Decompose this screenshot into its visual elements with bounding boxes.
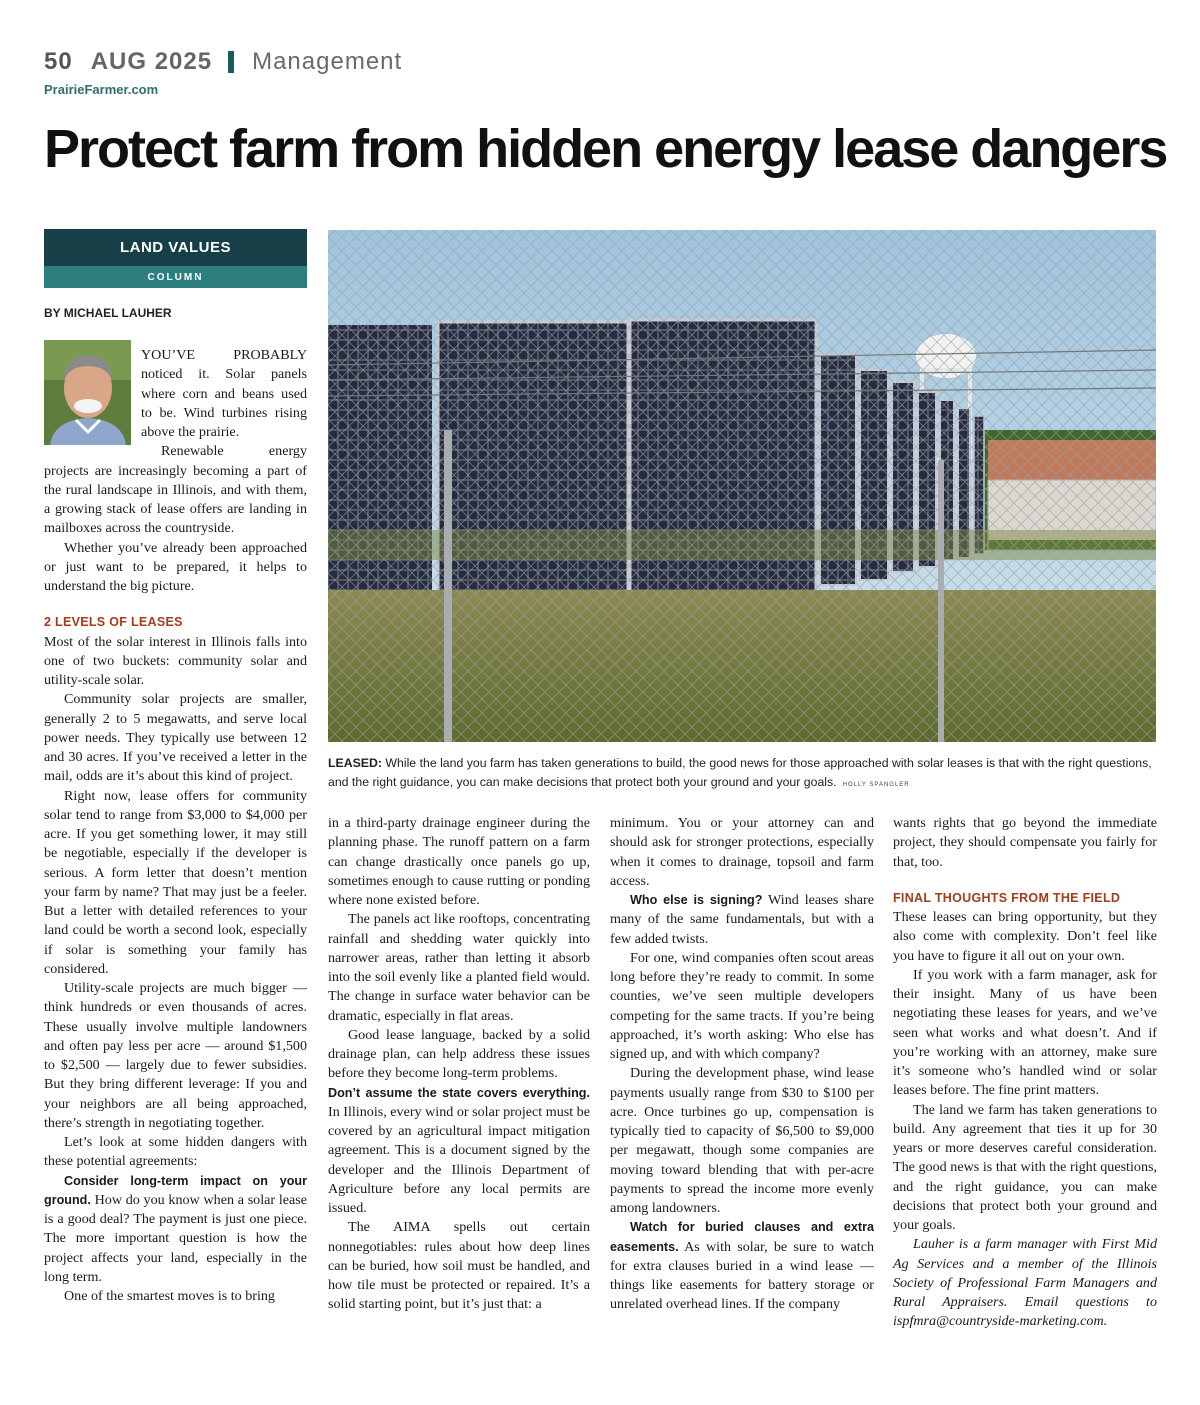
article-column-1 <box>44 346 307 1306</box>
hero-photo <box>328 230 1156 742</box>
section-name: Management <box>252 48 403 75</box>
issue-date: AUG 2025 <box>90 48 213 75</box>
article-column-4 <box>893 814 1157 1332</box>
article-paragraph: in a third-party drainage engineer during the planning phase. The runoff pattern on a farm can change drastically once panels go up, sometimes enough to cause rutting or ponding where none existed before. <box>328 815 590 908</box>
article-paragraph: Right now, lease offers for community solar tend to range from $3,000 to $4,000 per acre. If you get something lower, it may still be negotiable, especially if the developer is serious. A form letter that doesn’t mention your farm by name? That may just be a feeler. But a letter with detailed references to your land could be worth a second look, especially if solar is something your family has considered. <box>44 787 307 977</box>
article-paragraph: Most of the solar interest in Illinois falls into one of two buckets: community solar and utility-scale solar. <box>44 633 307 688</box>
column-label-box <box>44 229 307 288</box>
author-bio: Lauher is a farm manager with First Mid Ag Services and a member of the Illinois Society of Professional Farm Managers and Rural Appraisers. Email questions to ispfmra@countryside-marketing.com. <box>893 1236 1157 1330</box>
article-paragraph: The panels act like rooftops, concentrating rainfall and shedding water quickly into narrower areas, rather than letting it absorb into the soil evenly like a planted field would. The change in surface water behavior can be dramatic, especially in flat areas. <box>328 911 590 1024</box>
site-link[interactable]: PrairieFarmer.com <box>44 82 159 97</box>
run-in-head: Watch for buried clauses and extra easements. <box>610 1220 874 1254</box>
article-paragraph: Utility-scale projects are much bigger — think hundreds or even thousands of acres. These usually involve multiple landowners and often pay less per acre — around $1,500 to $2,500 — largely due to fewer subsidies. But they bring different leverage: If you and your neighbors are all being approached, there’s strength in negotiating together. <box>44 980 307 1131</box>
article-paragraph: Community solar projects are smaller, generally 2 to 5 megawatts, and serve local power needs. They typically use between 12 and 30 acres. If you’ve received a letter in the mail, odds are it’s about this kind of project. <box>44 691 307 785</box>
paragraph-text: In Illinois, every wind or solar project must be covered by an agricultural impact mitigation agreement. This is a document signed by the developer and the Illinois Department of Agriculture before any local permits are issued. <box>328 1103 590 1216</box>
photo-caption <box>328 754 1158 794</box>
article-paragraph: During the development phase, wind lease payments usually range from $30 to $100 per acre. Once turbines go up, compensation is typically tied to capacity of $6,500 to $9,000 per megawatt, though some companies are moving toward blending that with per-acre payments to spread the income more evenly among landowners. <box>610 1065 874 1216</box>
headline: Protect farm from hidden energy lease dangers <box>44 119 1167 179</box>
article-paragraph: Good lease language, backed by a solid drainage plan, can help address these issues before they become long-term problems. <box>328 1026 590 1082</box>
subhead-final-thoughts: FINAL THOUGHTS FROM THE FIELD <box>893 890 1121 905</box>
subhead-levels-of-leases: 2 LEVELS OF LEASES <box>44 615 183 630</box>
folio <box>44 46 402 78</box>
paragraph-text: Wind leases share many of the same fundamentals, but with a few added twists. <box>610 892 875 947</box>
run-in-head: Who else is signing? <box>630 893 763 907</box>
article-paragraph <box>610 891 874 949</box>
article-paragraph <box>328 1084 590 1219</box>
article-paragraph: For one, wind companies often scout areas long before they’re ready to commit. In some counties, we’ve seen multiple developers competing for the same tracts. If you’re being approached, it’s worth asking: Who else has signed up, and with which company? <box>610 949 874 1062</box>
article-paragraph: Let’s look at some hidden dangers with these potential agreements: <box>44 1134 307 1170</box>
run-in-head: Don’t assume the state covers everything. <box>328 1085 590 1100</box>
article-paragraph: minimum. You or your attorney can and should ask for stronger protections, especially when it comes to drainage, topsoil and farm access. <box>610 815 874 889</box>
headshot-wrap-space <box>44 346 141 446</box>
byline: BY MICHAEL LAUHER <box>44 306 172 320</box>
page-number: 50 <box>44 48 73 75</box>
article-paragraph: If you work with a farm manager, ask for their insight. Many of us have been negotiating these leases for years, and we’ve seen what works and what doesn’t. And if you’re working with an attorney, make sure it’s someone who’s handled wind or solar leases before. The fine print matters. <box>893 966 1157 1099</box>
article-paragraph: One of the smartest moves is to bring <box>64 1288 275 1304</box>
article-paragraph: The land we farm has taken generations to build. Any agreement that ties it up for 30 years or more deserves careful consideration. The good news is that with the right questions, and the right guidance, you can make decisions that protect both your ground and your goals. <box>893 1101 1157 1233</box>
column-title: LAND VALUES <box>44 229 307 266</box>
article-paragraph: wants rights that go beyond the immediate project, they should compensate you fairly for that, too. <box>893 815 1157 870</box>
article-paragraph: These leases can bring opportunity, but they also come with complexity. Don’t feel like you have to figure it all out on your own. <box>893 909 1157 964</box>
caption-text: While the land you farm has taken generations to build, the good news for those approached with solar leases is that with the right questions, and the right guidance, you can make decisions that protect both your ground and your goals. <box>328 756 1152 789</box>
run-in-head: Consider long-term impact on your ground. <box>44 1173 307 1207</box>
article-paragraph: Renewable energy projects are increasingly becoming a part of the rural landscape in Illinois, and with them, a growing stack of lease offers are landing in mailboxes across the countryside. <box>44 443 307 537</box>
article-paragraph: The AIMA spells out certain nonnegotiables: rules about how deep lines can be buried, how soil must be handled, and how tile must be protected or repaired. It’s a solid starting point, but it’s just that: a <box>328 1219 590 1313</box>
article-paragraph <box>44 1172 307 1288</box>
caption-label: LEASED: <box>328 756 382 770</box>
paragraph-text: As with solar, be sure to watch for extra clauses buried in a wind lease — things like easements for battery storage or unrelated overhead lines. If the company <box>610 1238 874 1313</box>
article-column-3 <box>610 814 874 1315</box>
folio-divider <box>228 51 234 73</box>
article-column-2 <box>328 814 590 1315</box>
article-paragraph <box>610 1218 874 1314</box>
photo-credit: HOLLY SPANGLER <box>842 781 910 788</box>
article-paragraph: Whether you’ve already been approached or just want to be prepared, it helps to understand the big picture. <box>44 539 307 594</box>
column-kind: COLUMN <box>44 266 307 288</box>
article-intro: YOU’VE PROBABLY noticed it. Solar panels where corn and beans used to be. Wind turbines rising above the prairie. <box>141 347 307 440</box>
paragraph-text: How do you know when a solar lease is a good deal? The payment is just one piece. The more important question is how the project affects your land, especially in the long term. <box>44 1191 307 1285</box>
